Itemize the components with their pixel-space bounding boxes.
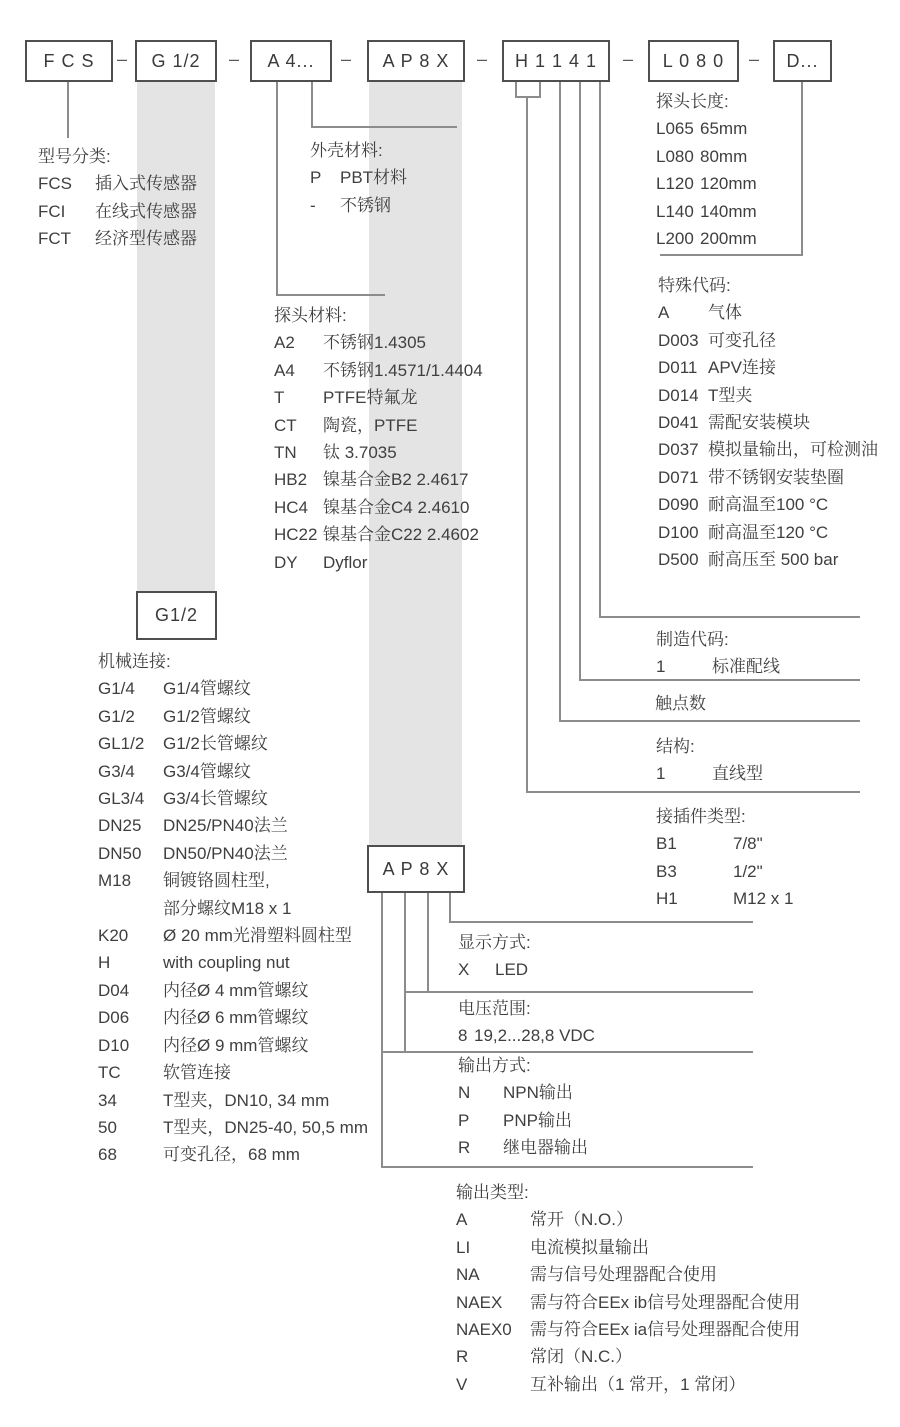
item-code: 68 (98, 1145, 117, 1165)
list-item (98, 1087, 368, 1114)
item-code: D06 (98, 1008, 130, 1028)
list-item (274, 521, 483, 548)
section-display-mode (458, 929, 531, 984)
list-item (98, 1059, 368, 1086)
list-item (656, 170, 757, 197)
item-description: PTFE特氟龙 (323, 388, 418, 408)
item-code: 1 (656, 764, 666, 784)
item-code: V (456, 1374, 468, 1394)
item-description: 可变孔径 (708, 330, 776, 350)
list-item (98, 949, 368, 976)
item-description: 200mm (700, 229, 757, 249)
pointer-output-type (381, 1166, 753, 1168)
section-title: 探头长度: (656, 92, 729, 111)
item-code: HC4 (274, 497, 309, 517)
item-code: HB2 (274, 470, 308, 490)
code-box-g12-repeat-label: G1/2 (154, 605, 199, 625)
code-box-h1141-label: H 1 1 4 1 (514, 50, 598, 71)
code-box-g12-repeat (136, 591, 217, 640)
separator-dash: – (116, 49, 127, 69)
list-item (98, 1114, 368, 1141)
section-title: 输出类型: (456, 1183, 529, 1202)
section-list (458, 1022, 595, 1049)
section-title: 外壳材料: (310, 141, 383, 160)
section-list (458, 1079, 588, 1161)
item-description: 内径Ø 6 mm管螺纹 (163, 1008, 309, 1028)
list-item (274, 494, 483, 521)
section-list (274, 329, 483, 576)
code-box-fcs-label: F C S (43, 50, 95, 71)
list-item (656, 760, 763, 787)
list-item (456, 1261, 800, 1288)
item-code: FCS (38, 174, 72, 194)
item-description: PBT材料 (340, 168, 408, 188)
item-code: G3/4 (98, 761, 135, 781)
list-item (658, 299, 878, 326)
list-item (658, 409, 878, 436)
item-description: 80mm (700, 146, 748, 166)
item-description: 7/8" (733, 834, 763, 854)
section-title: 电压范围: (458, 999, 531, 1018)
item-description: LED (495, 960, 529, 980)
list-item (456, 1234, 800, 1261)
item-description: 互补输出（1 常开，1 常闭） (530, 1374, 746, 1394)
item-code: NA (456, 1265, 480, 1285)
item-description: T型夹，DN10, 34 mm (163, 1090, 330, 1110)
section-title: 特殊代码: (658, 276, 731, 295)
item-description: with coupling nut (163, 953, 290, 973)
item-description: 不锈钢1.4571/1.4404 (323, 360, 483, 380)
list-item (98, 675, 368, 702)
section-housing-material (310, 137, 407, 219)
list-item (456, 1316, 800, 1343)
item-description: 插入式传感器 (95, 174, 197, 194)
section-list (656, 830, 793, 912)
list-item (98, 758, 368, 785)
item-code: H1 (656, 889, 678, 909)
item-code: 8 (458, 1026, 468, 1046)
section-title: 结构: (656, 737, 695, 756)
connector-line-a4-housing (311, 82, 313, 128)
code-box-ap8x-label: A P 8 X (382, 50, 450, 71)
item-description: 120mm (700, 174, 757, 194)
item-code: D100 (658, 522, 699, 542)
section-title: 显示方式: (458, 933, 531, 952)
section-structure (656, 733, 763, 788)
item-description: NPN输出 (503, 1083, 573, 1103)
list-item (310, 192, 407, 219)
code-box-ap8x-repeat (367, 845, 465, 893)
list-item (98, 977, 368, 1004)
pointer-display-mode (449, 921, 753, 923)
list-item (38, 170, 197, 197)
item-code: D090 (658, 495, 699, 515)
item-description: 内径Ø 9 mm管螺纹 (163, 1035, 309, 1055)
section-title: 输出方式: (458, 1056, 531, 1075)
item-description: 常开（N.O.） (530, 1210, 633, 1230)
item-description: T型夹 (708, 385, 753, 405)
item-description: 标准配线 (712, 657, 780, 677)
item-code: FCI (38, 201, 66, 221)
connector-line-special (801, 82, 803, 256)
list-item (98, 867, 368, 894)
item-description: G1/2管螺纹 (163, 706, 251, 726)
item-description: 气体 (708, 303, 742, 323)
item-code: L120 (656, 174, 694, 194)
connector-line-fcs (67, 82, 69, 138)
item-description: 耐高温至120 °C (708, 522, 829, 542)
item-description: 继电器输出 (503, 1138, 588, 1158)
item-description: DN50/PN40法兰 (163, 843, 288, 863)
item-code: D500 (658, 550, 699, 570)
list-item (38, 198, 197, 225)
item-description: APV连接 (708, 358, 777, 378)
item-code: DN50 (98, 843, 142, 863)
connector-bracket-h1-left (515, 82, 517, 97)
separator-dash: – (476, 49, 487, 69)
item-code: GL1/2 (98, 734, 145, 754)
item-description: 带不锈钢安装垫圈 (708, 467, 844, 487)
item-code: D041 (658, 413, 699, 433)
item-description: 钛 3.7035 (323, 443, 397, 463)
list-item (658, 354, 878, 381)
list-item (658, 464, 878, 491)
separator-dash: – (340, 49, 351, 69)
item-code: R (458, 1138, 471, 1158)
section-title: 型号分类: (38, 147, 111, 166)
pointer-probe-material (276, 294, 385, 296)
item-code: A (658, 303, 670, 323)
item-code: D04 (98, 980, 130, 1000)
list-item (98, 785, 368, 812)
item-description: 经济型传感器 (95, 229, 197, 249)
item-code: LI (456, 1237, 471, 1257)
item-description: 需配安装模块 (708, 413, 810, 433)
list-item (98, 812, 368, 839)
code-box-d (773, 40, 832, 82)
section-model-type (38, 143, 197, 253)
item-description: 19,2...28,8 VDC (474, 1026, 595, 1046)
list-item (98, 730, 368, 757)
section-title: 机械连接: (98, 652, 171, 671)
item-code: 34 (98, 1090, 117, 1110)
item-code: X (458, 960, 470, 980)
list-item (274, 466, 483, 493)
list-item (38, 225, 197, 252)
list-item (656, 225, 757, 252)
item-description: DN25/PN40法兰 (163, 816, 288, 836)
item-description: 铜镀铬圆柱型, (163, 871, 270, 891)
section-probe-length (656, 88, 757, 252)
list-item (658, 491, 878, 518)
item-code: A4 (274, 360, 295, 380)
connector-line-output-type (381, 893, 383, 1168)
item-description: 陶瓷，PTFE (323, 415, 418, 435)
item-code: N (458, 1083, 471, 1103)
section-list (456, 1206, 800, 1398)
item-description: 不锈钢1.4305 (323, 333, 426, 353)
item-code: G1/4 (98, 679, 135, 699)
item-code: L200 (656, 229, 694, 249)
section-list (658, 299, 878, 573)
connector-line-structure (559, 82, 561, 722)
list-item (658, 436, 878, 463)
item-code: B1 (656, 834, 677, 854)
list-item (658, 327, 878, 354)
section-list (656, 115, 757, 252)
item-description: 需与符合EEx ib信号处理器配合使用 (530, 1292, 801, 1312)
section-voltage-range (458, 995, 595, 1050)
pointer-housing-material (311, 126, 457, 128)
list-item (656, 858, 793, 885)
code-box-ap8x-repeat-label: A P 8 X (382, 858, 450, 879)
list-item (274, 549, 483, 576)
item-description: 直线型 (712, 764, 763, 784)
list-item (274, 357, 483, 384)
list-item (456, 1206, 800, 1233)
item-code: D071 (658, 467, 699, 487)
item-description: Dyflor (323, 552, 368, 572)
pointer-manufacturing-code (599, 616, 860, 618)
section-list (38, 170, 197, 252)
section-list (310, 164, 407, 219)
list-item (98, 1141, 368, 1168)
connector-line-voltage (427, 893, 429, 993)
item-code: NAEX0 (456, 1320, 512, 1340)
code-box-g12 (135, 40, 217, 82)
section-list (656, 760, 763, 787)
item-description: 模拟量输出，可检测油 (708, 440, 878, 460)
item-code: P (310, 168, 322, 188)
item-code: T (274, 388, 285, 408)
list-item (656, 115, 757, 142)
item-code: P (458, 1110, 470, 1130)
section-title: 接插件类型: (656, 807, 746, 826)
list-item (274, 384, 483, 411)
item-description: 镍基合金C22 2.4602 (323, 525, 479, 545)
item-description: G3/4管螺纹 (163, 761, 251, 781)
connector-line-a4-probe (276, 82, 278, 296)
item-description: Ø 20 mm光滑塑料圆柱型 (163, 926, 352, 946)
list-item (656, 143, 757, 170)
item-code: A (456, 1210, 468, 1230)
list-item (456, 1289, 800, 1316)
connector-bracket-h1-right (539, 82, 541, 97)
item-code: 50 (98, 1117, 117, 1137)
item-code: D037 (658, 440, 699, 460)
connector-line-display (449, 893, 451, 923)
section-title: 制造代码: (656, 630, 729, 649)
section-title: 探头材料: (274, 306, 347, 325)
section-connector-type (656, 803, 793, 913)
item-description: 需与符合EEx ia信号处理器配合使用 (530, 1320, 801, 1340)
item-code: B3 (656, 861, 677, 881)
item-code: 1 (656, 657, 666, 677)
item-code: M18 (98, 871, 132, 891)
item-code: NAEX (456, 1292, 503, 1312)
list-item (656, 653, 780, 680)
section-special-codes (658, 272, 878, 573)
item-description: G3/4长管螺纹 (163, 789, 268, 809)
code-box-fcs (25, 40, 113, 82)
list-item (658, 546, 878, 573)
item-code: L140 (656, 201, 694, 221)
code-box-ap8x (367, 40, 465, 82)
section-contact-count (655, 690, 706, 717)
item-description: 镍基合金C4 2.4610 (323, 497, 470, 517)
list-item (458, 1079, 588, 1106)
item-description: 不锈钢 (340, 195, 391, 215)
code-box-g12-label: G 1/2 (151, 50, 201, 71)
section-mechanical-connection (98, 648, 368, 1169)
item-code: G1/2 (98, 706, 135, 726)
section-probe-material (274, 302, 483, 576)
item-code: D10 (98, 1035, 130, 1055)
item-code: HC22 (274, 525, 318, 545)
item-description: 可变孔径，68 mm (163, 1145, 300, 1165)
list-item (658, 519, 878, 546)
item-description: 镍基合金B2 2.4617 (323, 470, 469, 490)
section-title: 触点数 (655, 694, 706, 713)
item-code: H (98, 953, 111, 973)
connector-line-output-mode (404, 893, 406, 1053)
item-code: TN (274, 443, 297, 463)
section-list (656, 653, 780, 680)
list-item (456, 1343, 800, 1370)
item-code: D014 (658, 385, 699, 405)
section-output-mode (458, 1052, 588, 1162)
list-item (274, 412, 483, 439)
item-description: M12 x 1 (733, 889, 794, 909)
item-description: 耐高温至100 °C (708, 495, 829, 515)
code-box-d-label: D... (786, 50, 819, 71)
item-code: K20 (98, 926, 129, 946)
list-item (98, 840, 368, 867)
section-list (98, 675, 368, 1168)
separator-dash: – (622, 49, 633, 69)
item-description: 内径Ø 4 mm管螺纹 (163, 980, 309, 1000)
list-item (98, 922, 368, 949)
separator-dash: – (228, 49, 239, 69)
pointer-structure (559, 720, 860, 722)
item-code: DN25 (98, 816, 142, 836)
item-description: 常闭（N.C.） (530, 1347, 632, 1367)
list-item (458, 1134, 588, 1161)
list-item (98, 703, 368, 730)
item-code: L080 (656, 146, 694, 166)
list-item (98, 895, 368, 922)
list-item (658, 382, 878, 409)
item-code: A2 (274, 333, 295, 353)
item-description: 软管连接 (163, 1063, 231, 1083)
connector-bracket-h1-bottom (515, 96, 541, 98)
item-code: D003 (658, 330, 699, 350)
item-code: DY (274, 552, 298, 572)
section-list (458, 956, 531, 983)
item-description: G1/4管螺纹 (163, 679, 251, 699)
item-code: - (310, 195, 316, 215)
item-description: G1/2长管螺纹 (163, 734, 268, 754)
item-code: CT (274, 415, 297, 435)
item-description: 1/2" (733, 861, 763, 881)
list-item (310, 164, 407, 191)
connector-line-h1-connector (526, 96, 528, 793)
code-box-h1141 (502, 40, 610, 82)
item-code: TC (98, 1063, 121, 1083)
item-description: 需与信号处理器配合使用 (530, 1265, 717, 1285)
item-description: 部分螺纹M18 x 1 (163, 898, 292, 918)
connector-line-mfg (599, 82, 601, 618)
item-description: 在线式传感器 (95, 201, 197, 221)
code-box-a4-label: A 4... (267, 50, 315, 71)
list-item (656, 830, 793, 857)
list-item (456, 1371, 800, 1398)
section-manufacturing-code (656, 626, 780, 681)
item-description: 电流模拟量输出 (530, 1237, 649, 1257)
pointer-connector-type (526, 791, 860, 793)
item-description: T型夹，DN25-40, 50,5 mm (163, 1117, 368, 1137)
code-box-l080 (648, 40, 739, 82)
connector-line-contacts (579, 82, 581, 681)
list-item (458, 956, 531, 983)
item-code: D011 (658, 358, 698, 378)
item-description: 耐高压至 500 bar (708, 550, 839, 570)
code-box-l080-label: L 0 8 0 (662, 50, 725, 71)
list-item (656, 885, 793, 912)
code-box-a4 (250, 40, 332, 82)
list-item (98, 1032, 368, 1059)
list-item (656, 198, 757, 225)
list-item (274, 329, 483, 356)
item-code: FCT (38, 229, 72, 249)
item-description: PNP输出 (503, 1110, 572, 1130)
item-code: R (456, 1347, 469, 1367)
item-code: L065 (656, 119, 694, 139)
list-item (98, 1004, 368, 1031)
list-item (458, 1022, 595, 1049)
section-output-type (456, 1179, 800, 1398)
pointer-voltage-range (404, 991, 753, 993)
item-code: GL3/4 (98, 789, 145, 809)
item-description: 65mm (700, 119, 748, 139)
separator-dash: – (748, 49, 759, 69)
list-item (458, 1107, 588, 1134)
pointer-special-codes (660, 254, 803, 256)
list-item (274, 439, 483, 466)
item-description: 140mm (700, 201, 757, 221)
